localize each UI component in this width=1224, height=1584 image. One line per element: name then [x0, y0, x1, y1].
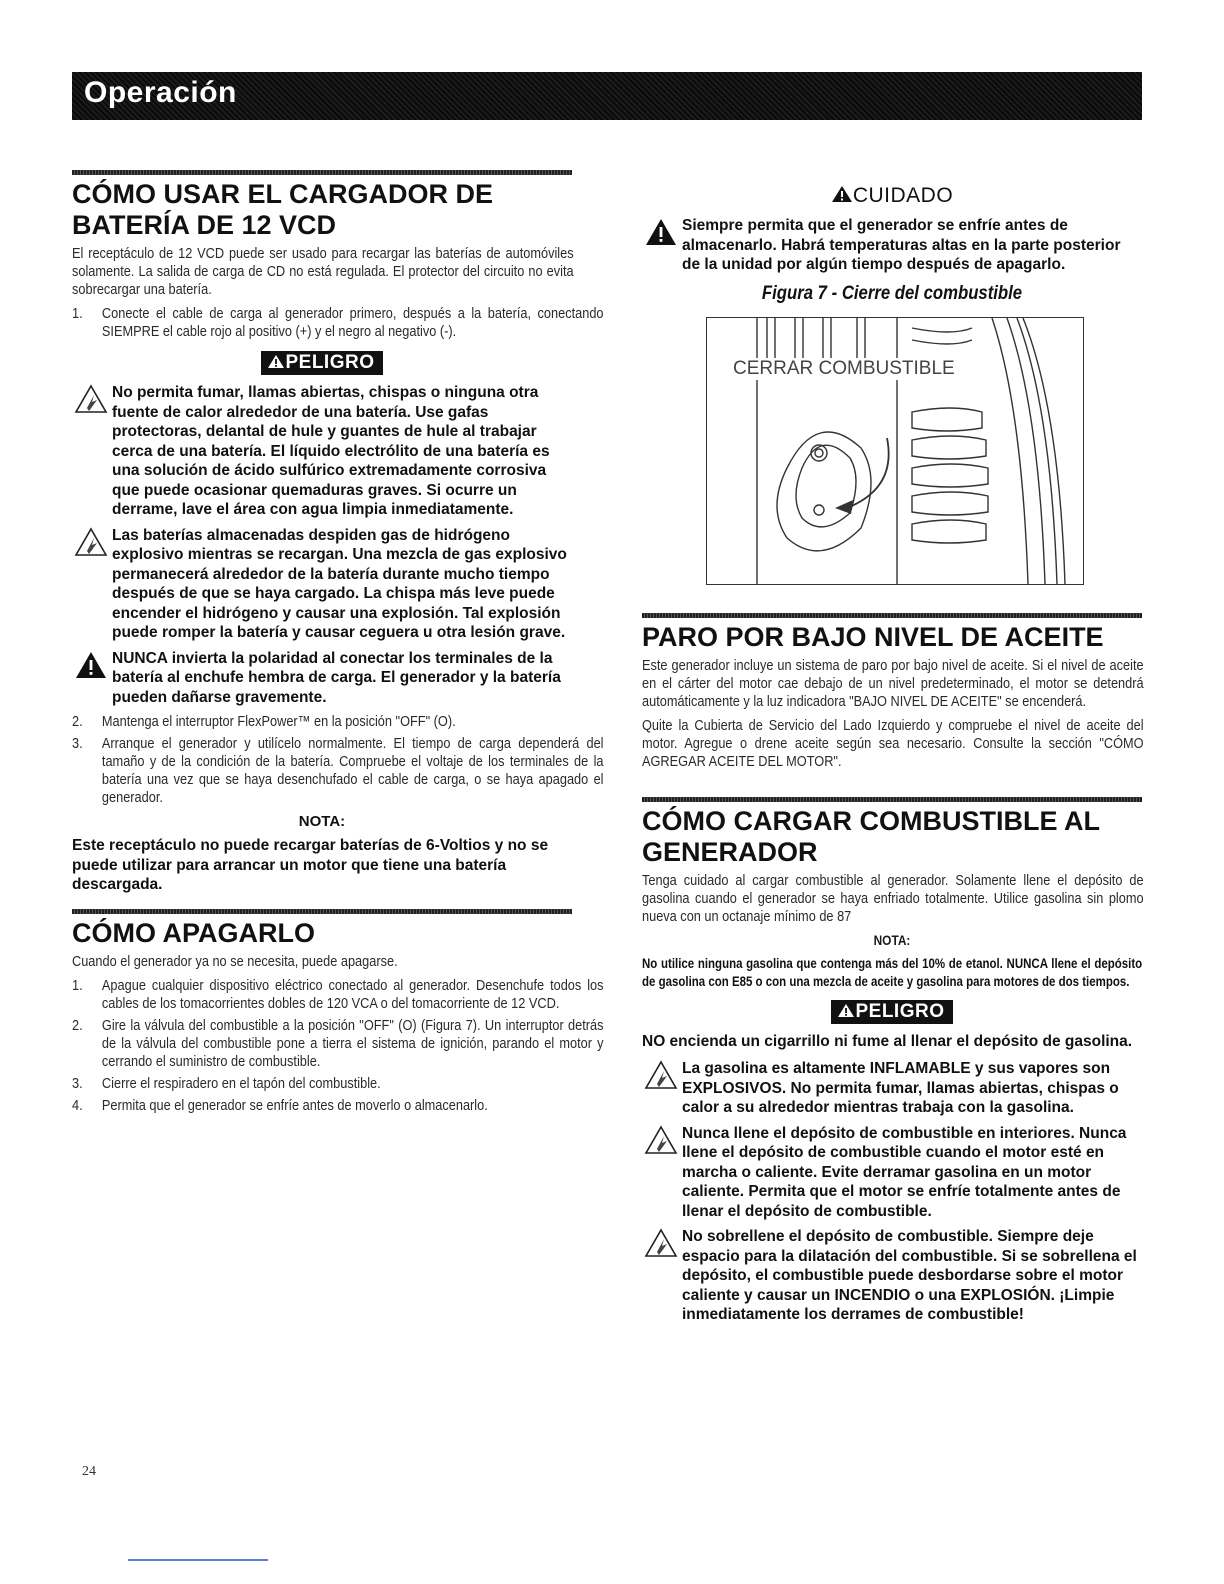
page-number: 24	[82, 1464, 96, 1479]
warning-text: No sobrellene el depósito de combustible. Siempre deje espacio para la dilatación del combustible. Si se sobrellena el depósito, el combustible puede desbordarse sobre el motor caliente y causar un INCENDIO o una EXPLOSIÓN. ¡Limpie inmediatamente los derrames de combustible!	[682, 1228, 1137, 1323]
warning-triangle-icon	[74, 384, 108, 414]
warning-triangle-icon	[267, 354, 285, 369]
list-text: Apague cualquier dispositivo eléctrico conectado al generador. Desenchufe todos los cables de los tomacorrientes dobles de 120 VCA o del tomacorriente de 12 VCD.	[101, 977, 604, 1012]
warning-item	[642, 1227, 1142, 1325]
list-text: Gire la válvula del combustible a la posición "OFF" (O) (Figura 7). Un interruptor detrás de la válvula del combustible pone a tierra el sistema de ignición, parando el motor y cerrando el suministro de combustible.	[101, 1017, 604, 1070]
danger-badge	[831, 1000, 952, 1024]
danger-badge	[261, 351, 382, 375]
warning-item	[642, 1059, 1142, 1118]
note-text: No utilice ninguna gasolina que contenga más del 10% de etanol. NUNCA llene el depósito de gasolina con E85 o con una mezcla de aceite y gasolina para motores de dos tiempos.	[642, 954, 1143, 989]
fueling-intro: Tenga cuidado al cargar combustible al generador. Solamente llene el depósito de gasolina cuando el generador se haya enfriado totalmente. Utilice gasolina sin plomo nueva con un octanaje mínimo de 87	[642, 872, 1144, 925]
list-text: Conecte el cable de carga al generador primero, después a la batería, conectando SIEMPRE el cable rojo al positivo (+) y el negro al negativo (-).	[101, 306, 604, 340]
warning-triangle-icon	[831, 185, 853, 203]
fuel-valve-figure	[706, 317, 1084, 585]
low-oil-p1: Este generador incluye un sistema de paro por bajo nivel de aceite. Si el nivel de aceite en el cárter del motor cae debajo de un nivel predeterminado, el motor se detendrá automáticamente y la luz indicadora "BAJO NIVEL DE ACEITE" se encenderá.	[642, 657, 1144, 710]
section-title-shutdown: CÓMO APAGARLO	[72, 917, 315, 948]
charger-steps-a	[72, 305, 604, 341]
note-label: NOTA:	[873, 931, 911, 948]
list-number: 4.	[72, 1097, 83, 1114]
warning-triangle-icon	[644, 1060, 678, 1090]
list-number: 1.	[72, 306, 83, 322]
danger-label: PELIGRO	[855, 1000, 945, 1022]
list-number: 2.	[72, 714, 83, 730]
list-item	[72, 735, 604, 807]
list-item	[72, 977, 604, 1013]
section-rule	[642, 613, 1142, 618]
warning-triangle-icon	[74, 650, 108, 680]
list-text: Cierre el respiradero en el tapón del combustible.	[101, 1075, 381, 1092]
note-text: Este receptáculo no puede recargar baterías de 6-Voltios y no se puede utilizar para arrancar un motor que tiene una batería descargada.	[72, 837, 549, 893]
warning-text: No permita fumar, llamas abiertas, chispas o ninguna otra fuente de calor alrededor de una batería. Use gafas protectoras, delantal de hule y guantes de hule al trabajar cerca de una batería. El líquido electrólito de una batería es una solución de ácido sulfúrico extremadamente corrosiva que puede ocasionar quemaduras graves. Si ocurre un derrame, lave el área con agua limpia inmediatamente.	[112, 384, 550, 518]
warning-item	[72, 526, 572, 643]
section-banner	[72, 72, 1142, 120]
section-rule	[642, 797, 1142, 802]
list-item	[72, 1097, 604, 1115]
warning-item	[72, 649, 572, 708]
banner-title: Operación	[84, 76, 237, 109]
figure-label: CERRAR COMBUSTIBLE	[733, 357, 955, 379]
warning-item	[642, 1124, 1142, 1222]
section-title-fueling	[642, 806, 1142, 868]
title-line: GENERADOR	[642, 836, 818, 867]
warning-triangle-icon	[644, 217, 678, 247]
warning-triangle-icon	[837, 1003, 855, 1018]
shutdown-intro: Cuando el generador ya no se necesita, puede apagarse.	[72, 953, 398, 970]
list-item	[72, 1075, 604, 1093]
list-text: Mantenga el interruptor FlexPower™ en la posición "OFF" (O).	[101, 714, 456, 730]
title-line: CÓMO CARGAR COMBUSTIBLE AL	[642, 805, 1100, 836]
caution-text: Siempre permita que el generador se enfríe antes de almacenarlo. Habrá temperaturas altas en la parte posterior de la unidad por algún tiempo después de apagarlo.	[682, 217, 1121, 273]
list-number: 1.	[72, 977, 83, 994]
section-rule	[72, 909, 572, 914]
shutdown-steps	[72, 977, 604, 1115]
list-text: Permita que el generador se enfríe antes de moverlo o almacenarlo.	[101, 1097, 488, 1114]
danger-label: PELIGRO	[285, 352, 375, 373]
list-item	[72, 1017, 604, 1071]
caution-label: CUIDADO	[852, 184, 954, 207]
caution-item	[642, 216, 1142, 275]
warning-item	[72, 383, 572, 520]
low-oil-p2: Quite la Cubierta de Servicio del Lado Izquierdo y compruebe el nivel de aceite del motor. Agregue o drene aceite según sea necesario. Consulte la sección "CÓMO AGREGAR ACEITE DEL MOTOR".	[642, 717, 1144, 770]
charger-intro: El receptáculo de 12 VCD puede ser usado para recargar las baterías de automóviles solamente. La salida de carga de CD no está regulada. El protector del circuito no evita sobrecargar una batería.	[72, 246, 574, 298]
list-number: 3.	[72, 1075, 83, 1092]
title-line: BATERÍA DE 12 VCD	[72, 210, 337, 240]
danger-badge-wrap	[642, 1000, 1142, 1024]
no-smoking-text: NO encienda un cigarrillo ni fume al llenar el depósito de gasolina.	[642, 1032, 1133, 1050]
footer-rule	[128, 1559, 268, 1561]
caution-heading	[642, 184, 1142, 208]
section-rule	[72, 170, 572, 175]
list-number: 2.	[72, 1017, 83, 1034]
list-number: 3.	[72, 736, 83, 752]
warning-text: Las baterías almacenadas despiden gas de hidrógeno explosivo mientras se recargan. Una mezcla de gas explosivo permanecerá alrededor de la batería durante mucho tiempo después de que se haya cargado. La chispa más leve puede encender el hidrógeno y causar una explosión. Tal explosión puede romper la batería y causar ceguera u otra lesión grave.	[112, 526, 567, 641]
section-title-low-oil: PARO POR BAJO NIVEL DE ACEITE	[642, 621, 1104, 652]
warning-triangle-icon	[74, 527, 108, 557]
danger-badge-wrap	[72, 351, 572, 375]
warning-text: Nunca llene el depósito de combustible en interiores. Nunca llene el depósito de combustible cuando el motor esté en marcha o caliente. Evite derramar gasolina en un motor caliente. Permita que el motor se enfríe totalmente antes de llenar el depósito de combustible.	[682, 1124, 1127, 1220]
title-line: CÓMO USAR EL CARGADOR DE	[72, 179, 494, 209]
right-column	[642, 170, 1142, 1331]
list-item	[72, 305, 604, 341]
charger-steps-b	[72, 713, 604, 807]
note-label: NOTA:	[298, 813, 346, 830]
warning-text: NUNCA invierta la polaridad al conectar los terminales de la batería al enchufe hembra de carga. El generador y la batería pueden dañarse gravemente.	[112, 649, 561, 706]
list-text: Arranque el generador y utilícelo normalmente. El tiempo de carga dependerá del tamaño y de la condición de la batería. Compruebe el voltaje de los terminales de la batería una vez que se haya desenchufado el cable de carga, o se haya apagado el generador.	[101, 736, 604, 806]
left-column	[72, 170, 604, 1119]
figure-caption: Figura 7 - Cierre del combustible	[761, 282, 1023, 304]
warning-text: La gasolina es altamente INFLAMABLE y sus vapores son EXPLOSIVOS. No permita fumar, llamas abiertas, chispas o calor a su alrededor mientras trabaja con la gasolina.	[682, 1060, 1119, 1116]
list-item	[72, 713, 604, 731]
section-title-charger	[72, 179, 572, 241]
warning-triangle-icon	[644, 1228, 678, 1258]
warning-triangle-icon	[644, 1125, 678, 1155]
